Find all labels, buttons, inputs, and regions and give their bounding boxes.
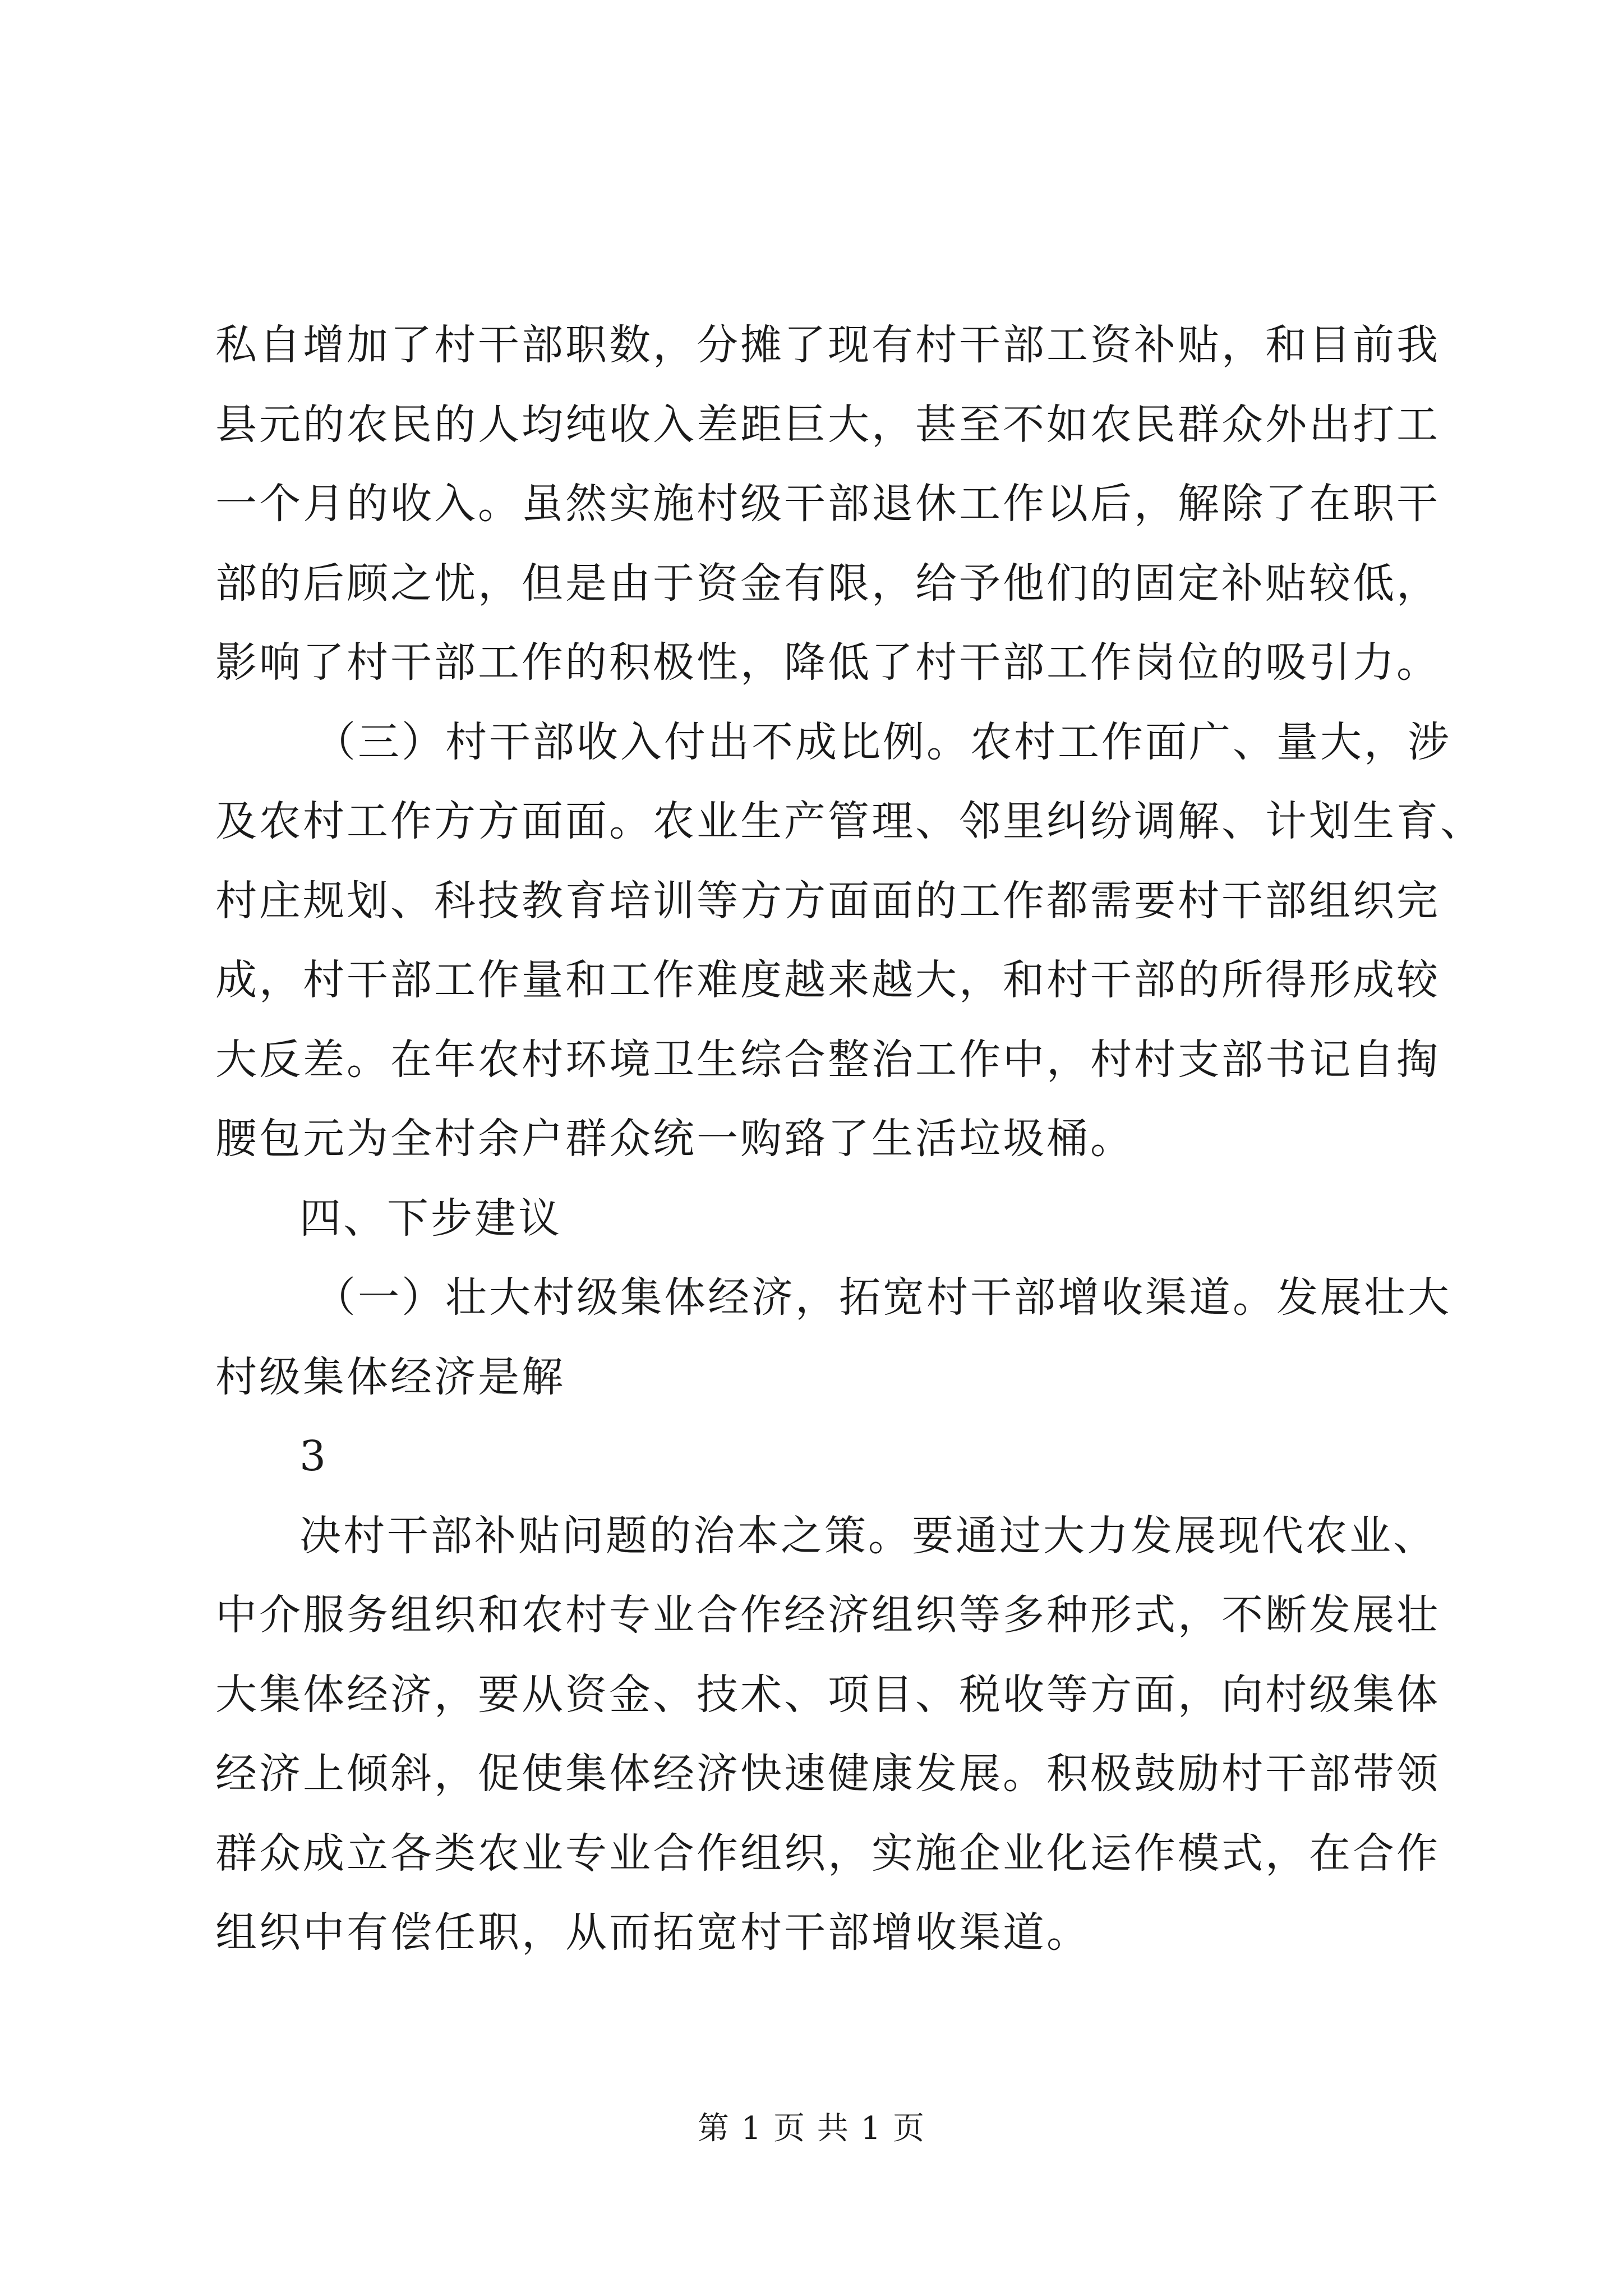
page-footer: 第 1 页 共 1 页 [697,2110,926,2147]
paragraph-line: 组织中有偿任职，从而拓宽村干部增收渠道。 [215,1908,1090,1957]
paragraph-line: 大集体经济，要从资金、技术、项目、税收等方面，向村级集体 [215,1671,1440,1719]
paragraph-line: 一个月的收入。虽然实施村级干部退休工作以后，解除了在职干 [215,480,1440,528]
paragraph-line: 村级集体经济是解 [215,1353,565,1401]
paragraph-line: 经济上倾斜，促使集体经济快速健康发展。积极鼓励村干部带领 [215,1750,1440,1798]
paragraph-line: 群众成立各类农业专业合作组织，实施企业化运作模式，在合作 [215,1829,1440,1878]
paragraph-line: 决村干部补贴问题的治本之策。要通过大力发展现代农业、 [299,1512,1437,1560]
section-heading-3: （三）村干部收入付出不成比例。农村工作面广、量大，涉 [314,718,1451,766]
paragraph-line: 及农村工作方方面面。农业生产管理、邻里纠纷调解、计划生育、 [215,797,1484,845]
paragraph-line: 私自增加了村干部职数，分摊了现有村干部工资补贴，和目前我 [215,321,1440,369]
inline-page-number: 3 [299,1432,329,1480]
paragraph-line: 部的后顾之忧，但是由于资金有限，给予他们的固定补贴较低， [215,559,1440,608]
paragraph-line: 腰包元为全村余户群众统一购臵了生活垃圾桶。 [215,1115,1134,1163]
paragraph-line: 成，村干部工作量和工作难度越来越大，和村干部的所得形成较 [215,956,1440,1004]
paragraph-line: 村庄规划、科技教育培训等方方面面的工作都需要村干部组织完 [215,877,1440,925]
paragraph-line: 影响了村干部工作的积极性，降低了村干部工作岗位的吸引力。 [215,638,1440,687]
subsection-heading-1: （一）壮大村级集体经济，拓宽村干部增收渠道。发展壮大 [314,1273,1451,1322]
paragraph-line: 县元的农民的人均纯收入差距巨大，甚至不如农民群众外出打工 [215,401,1440,449]
paragraph-line: 中介服务组织和农村专业合作经济组织等多种形式，不断发展壮 [215,1591,1440,1639]
section-heading-4: 四、下步建议 [299,1194,562,1243]
paragraph-line: 大反差。在年农村环境卫生综合整治工作中，村村支部书记自掏 [215,1036,1440,1084]
